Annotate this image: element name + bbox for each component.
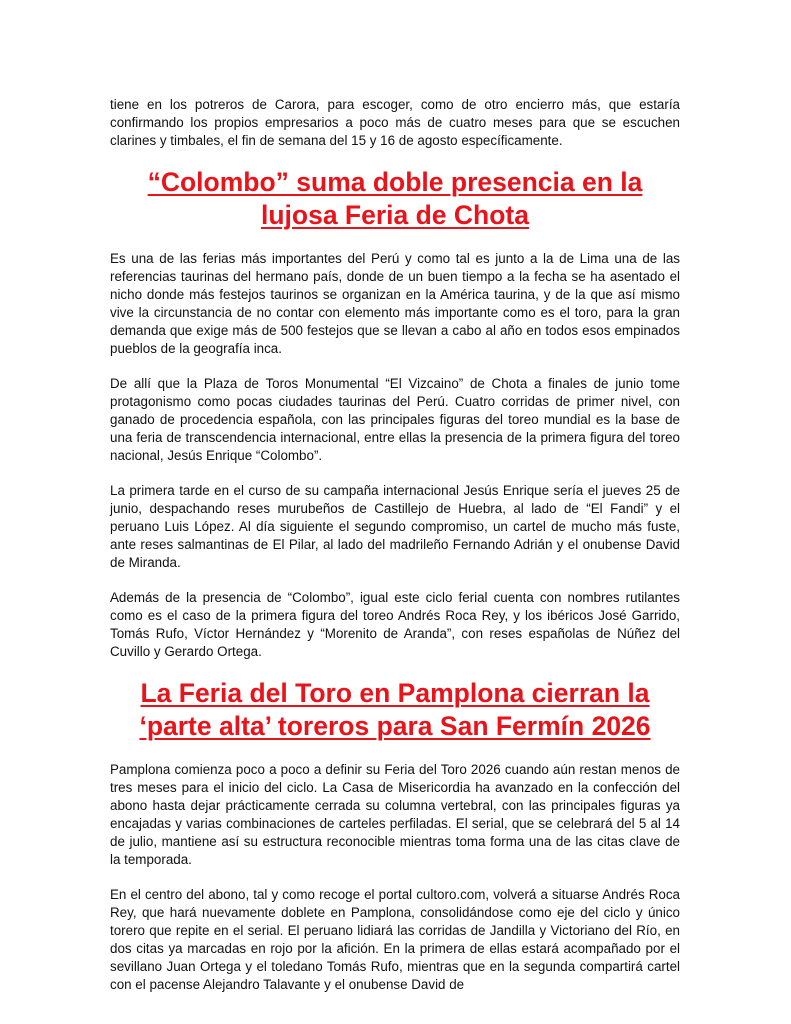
body-paragraph: Pamplona comienza poco a poco a definir su Feria del Toro 2026 cuando aún restan menos de tres meses para el inicio del ciclo. La Casa de Misericordia ha avanzado en la confección del abono hasta dejar prácticamente cerrada su columna vertebral, con las principales figuras ya encajadas y varias combinaciones de carteles perfiladas. El serial, que se celebrará del 5 al 14 de julio, mantiene así su estructura reconocible mientras toma forma una de las citas clave de la temporada. <box>110 762 680 867</box>
body-paragraph: De allí que la Plaza de Toros Monumental “El Vizcaino” de Chota a finales de junio tome protagonismo como pocas ciudades taurinas del Perú. Cuatro corridas de primer nivel, con ganado de procedencia española, con las principales figuras del toreo mundial es la base de una feria de transcendencia internacional, entre ellas la presencia de la primera figura del toreo nacional, Jesús Enrique “Colombo”. <box>110 376 680 463</box>
section-headline-pamplona: La Feria del Toro en Pamplona cierran la ‘parte alta’ toreros para San Fermín 2026 <box>139 678 651 741</box>
section-headline-colombo: “Colombo” suma doble presencia en la lujosa Feria de Chota <box>147 167 643 230</box>
body-paragraph: Además de la presencia de “Colombo”, igual este ciclo ferial cuenta con nombres rutilantes como es el caso de la primera figura del toreo Andrés Roca Rey, y los ibéricos José Garrido, Tomás Rufo, Víctor Hernández y “Morenito de Aranda”, con reses españolas de Núñez del Cuvillo y Gerardo Ortega. <box>110 590 680 659</box>
body-paragraph: La primera tarde en el curso de su campaña internacional Jesús Enrique sería el jueves 25 de junio, despachando reses murubeños de Castillejo de Huebra, al lado de “El Fandi” y el peruano Luis López. Al día siguiente el segundo compromiso, un cartel de mucho más fuste, ante reses salmantinas de El Pilar, al lado del madrileño Fernando Adrián y el onubense David de Miranda. <box>110 483 680 570</box>
body-paragraph: En el centro del abono, tal y como recoge el portal cultoro.com, volverá a situarse Andrés Roca Rey, que hará nuevamente doblete en Pamplona, consolidándose como eje del ciclo y único torero que repite en el serial. El peruano lidiará las corridas de Jandilla y Victoriano del Río, en dos citas ya marcadas en rojo por la afición. En la primera de ellas estará acompañado por el sevillano Juan Ortega y el toledano Tomás Rufo, mientras que en la segunda compartirá cartel con el pacense Alejandro Talavante y el onubense David de <box>110 887 680 992</box>
intro-paragraph: tiene en los potreros de Carora, para escoger, como de otro encierro más, que estaría confirmando los propios empresarios a poco más de cuatro meses para que se escuchen clarines y timbales, el fin de semana del 15 y 16 de agosto específicamente. <box>110 97 680 148</box>
body-paragraph: Es una de las ferias más importantes del Perú y como tal es junto a la de Lima una de las referencias taurinas del hermano país, donde de un buen tiempo a la fecha se ha asentado el nicho donde más festejos taurinos se organizan en la América taurina, y de la que así mismo vive la circunstancia de no contar con elemento más importante como es el toro, para la gran demanda que exige más de 500 festejos que se llevan a cabo al año en todos esos empinados pueblos de la geografía inca. <box>110 251 680 356</box>
document-page <box>110 96 680 994</box>
